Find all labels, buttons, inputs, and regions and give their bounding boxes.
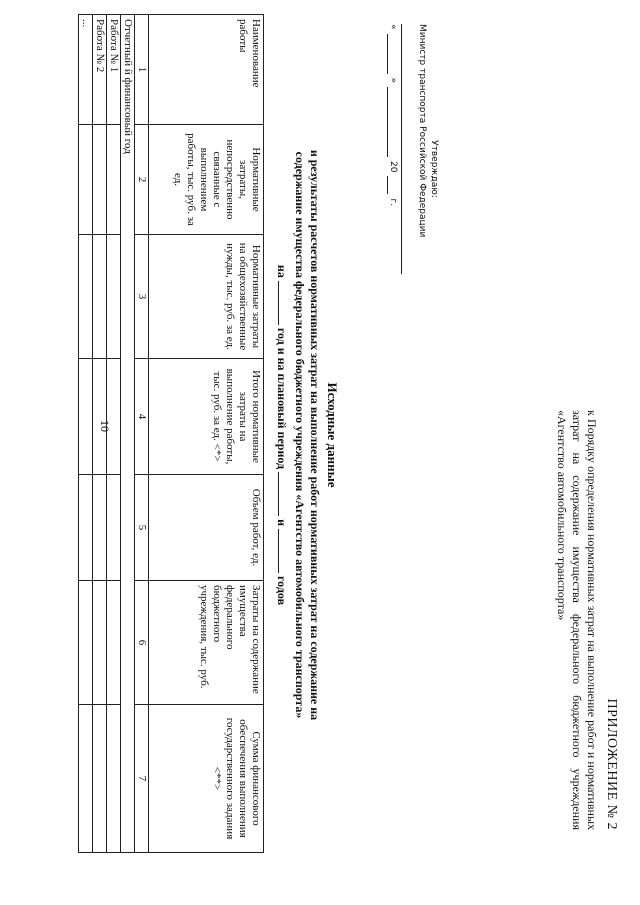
work-name-cell: Работа № 1: [107, 15, 121, 125]
data-table-wrap: [78, 14, 264, 852]
header-funding-amount: Сумма финансового обеспечения выполнения государственного задания <**>: [149, 705, 264, 853]
period-middle: год и на плановый период: [274, 327, 289, 470]
appendix-title: ПРИЛОЖЕНИЕ № 2: [604, 698, 619, 830]
date-close-quote: »: [387, 77, 398, 84]
table-cell: [107, 705, 121, 853]
period-and: и: [274, 519, 289, 527]
period-line: [274, 40, 289, 830]
table-cell: [93, 475, 107, 581]
column-number-row: [135, 15, 149, 853]
table-cell: [93, 359, 107, 475]
column-number: 2: [135, 125, 149, 235]
table-row: [79, 15, 93, 853]
column-number: 3: [135, 235, 149, 359]
period-prefix: на: [274, 264, 289, 278]
data-table: [78, 14, 264, 853]
table-cell: [79, 475, 93, 581]
period-plan-blank-1: [278, 472, 289, 516]
document-titles: [274, 40, 340, 830]
table-cell: [79, 581, 93, 705]
subtitle-line-2: содержание имущества федерального бюджетного учреждения «Агентство автомобильного транспорта»: [292, 151, 307, 719]
table-cell: [79, 125, 93, 235]
table-cell: [93, 125, 107, 235]
signature-line: [401, 24, 414, 274]
work-name-cell: ...: [79, 15, 93, 125]
table-cell: [107, 235, 121, 359]
header-work-name: Наименование работы: [149, 15, 264, 125]
table-cell: [93, 235, 107, 359]
table-cell: [107, 359, 121, 475]
table-cell: [107, 581, 121, 705]
table-row: [107, 15, 121, 853]
approval-block: [387, 24, 440, 274]
period-suffix: годов: [274, 576, 289, 606]
header-overhead-costs: Нормативные затраты на общехозяйственные нужды, тыс. руб. за ед.: [149, 235, 264, 359]
table-cell: [79, 235, 93, 359]
date-month-blank: [387, 87, 398, 157]
date-year-blank: [387, 176, 398, 194]
table-row: [93, 15, 107, 853]
section-row: [121, 15, 135, 853]
header-work-volume: Объем работ, ед.: [149, 475, 264, 581]
column-number: 6: [135, 581, 149, 705]
subtitle-line-1: и результаты расчетов нормативных затрат на выполнение работ нормативных затрат на содержание на: [308, 149, 323, 721]
page-number: 10: [98, 420, 112, 432]
date-year-prefix: 20: [387, 161, 398, 173]
column-number: 5: [135, 475, 149, 581]
approval-date: [387, 24, 399, 274]
period-plan-blank-2: [278, 529, 289, 573]
date-open-quote: «: [387, 24, 398, 30]
date-year-suffix: г.: [387, 198, 398, 207]
table-cell: [79, 359, 93, 475]
table-header-row: [149, 15, 264, 853]
column-number: 4: [135, 359, 149, 475]
date-day-blank: [387, 34, 398, 74]
table-cell: [93, 705, 107, 853]
appendix-text: к Порядку определения нормативных затрат на выполнение работ и нормативных затрат на содержание имущества федерального бюджетного учреждения «Агентство автомобильного транспорта»: [554, 410, 599, 830]
table-cell: [107, 125, 121, 235]
rotated-sheet: [30, 0, 630, 860]
approval-signatory: Министр транспорта Российской Федерации: [416, 24, 427, 238]
appendix-block: [554, 410, 620, 830]
table-cell: [93, 581, 107, 705]
period-year-blank: [278, 281, 289, 325]
main-title: Исходные данные: [325, 382, 340, 488]
header-direct-costs: Нормативные затраты, непосредственно связанные с выполнением работы, тыс. руб. за ед.: [149, 125, 264, 235]
approval-heading: Утверждаю:: [429, 140, 439, 198]
table-cell: [79, 705, 93, 853]
column-number: 7: [135, 705, 149, 853]
header-property-costs: Затраты на содержание имущества федерального бюджетного учреждения, тыс. руб.: [149, 581, 264, 705]
section-label: Отчетный й финансовый год: [121, 15, 135, 853]
column-number: 1: [135, 15, 149, 125]
work-name-cell: Работа № 2: [93, 15, 107, 125]
header-total-costs: Итого нормативные затраты на выполнение работы, тыс. руб. за ед. <*>: [149, 359, 264, 475]
table-cell: [107, 475, 121, 581]
